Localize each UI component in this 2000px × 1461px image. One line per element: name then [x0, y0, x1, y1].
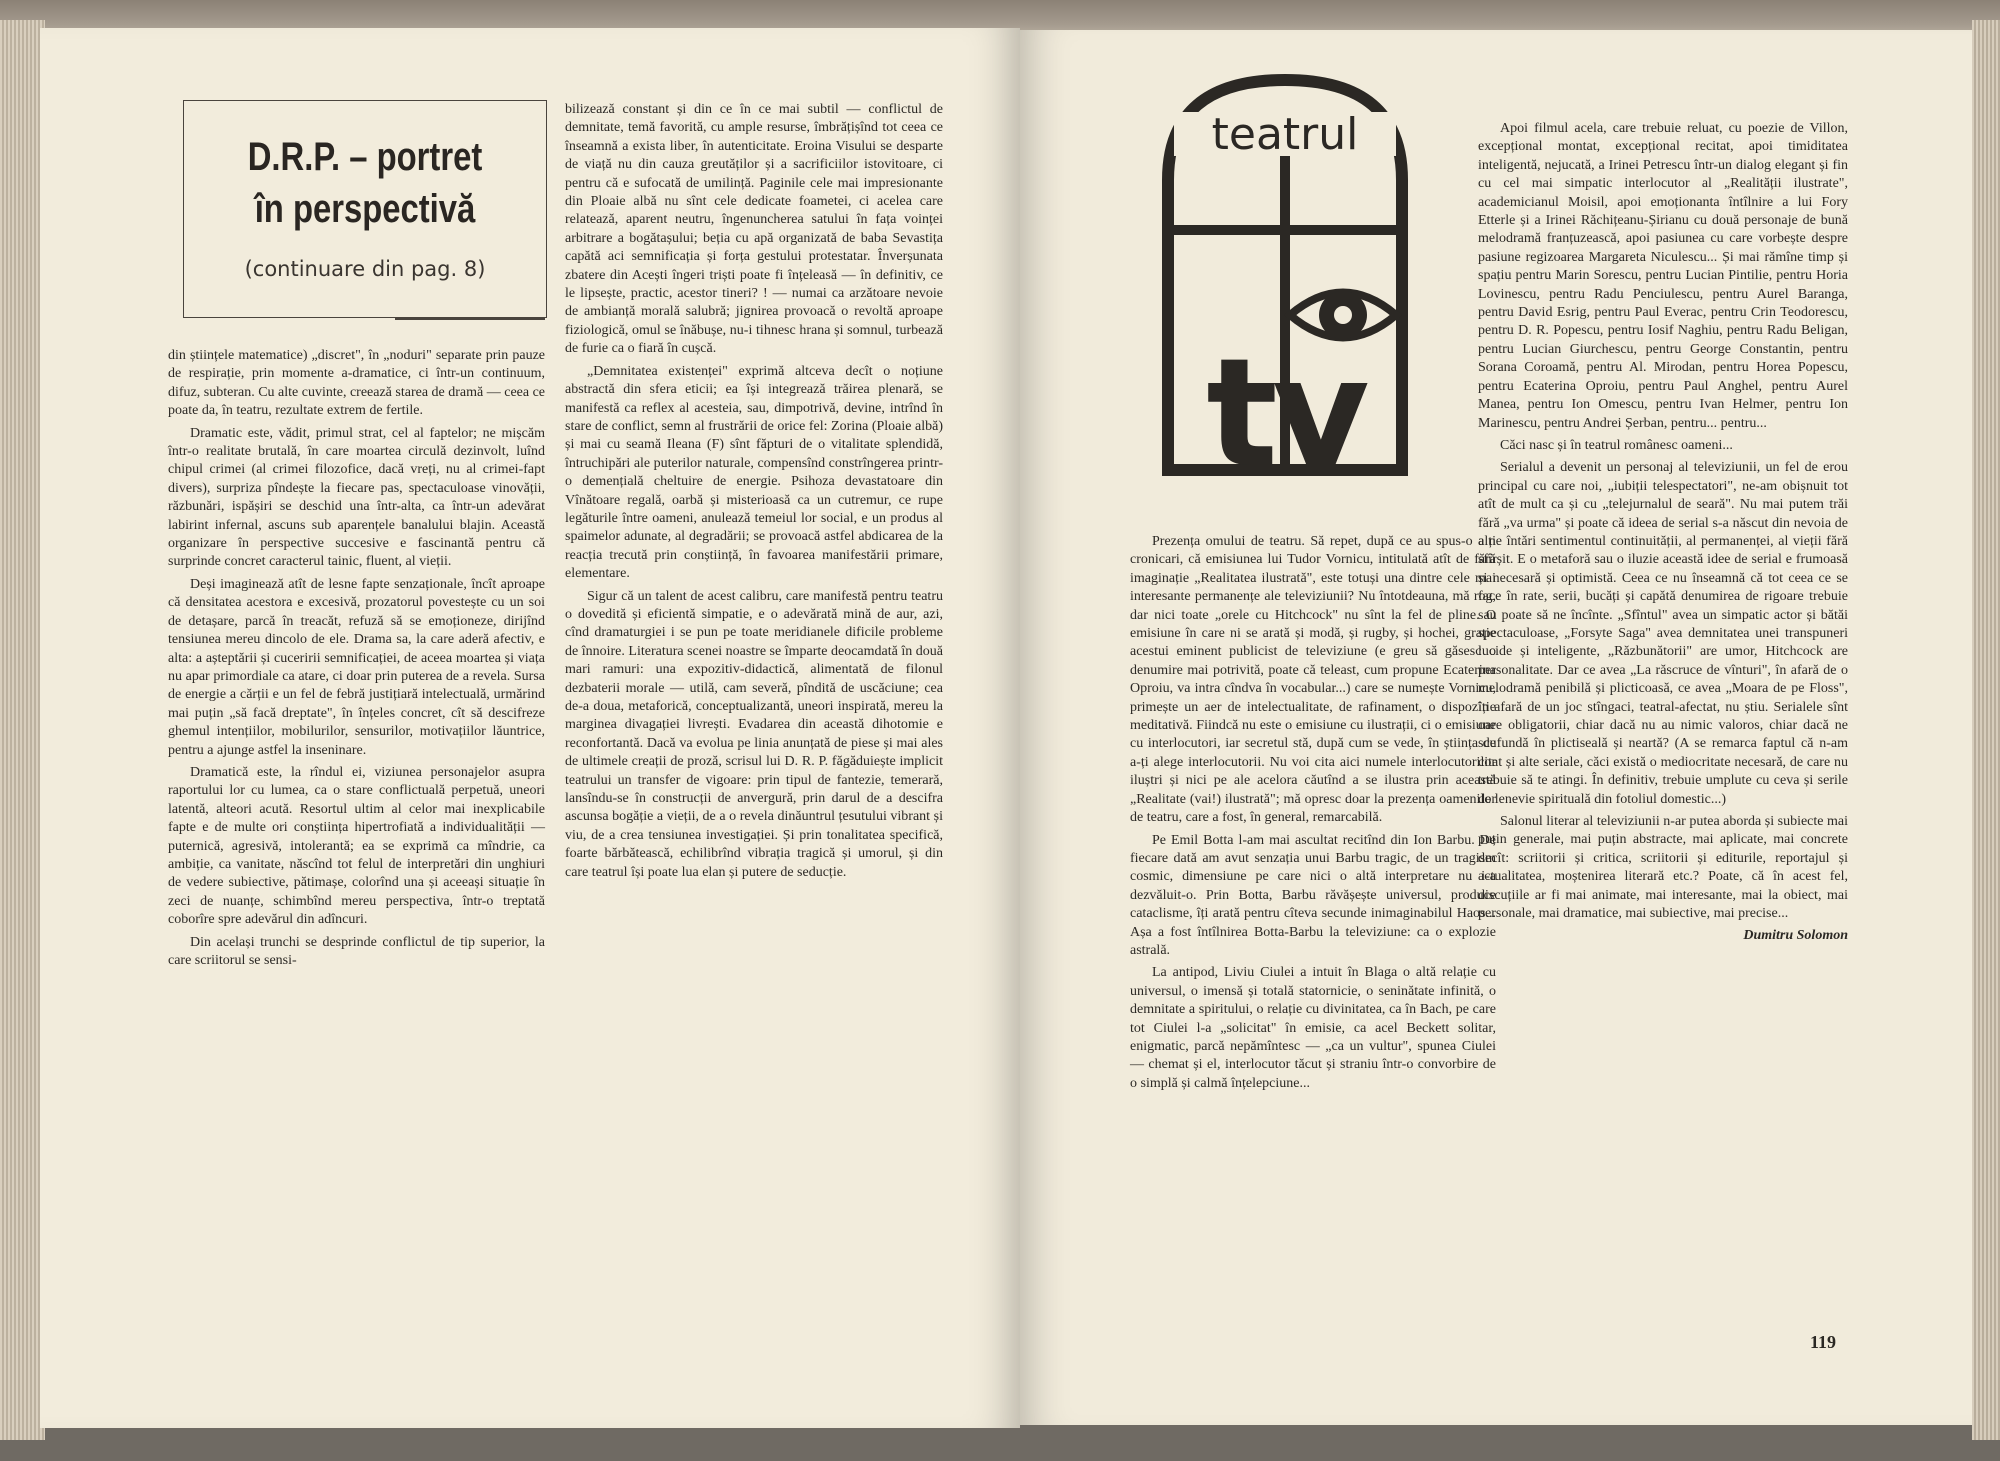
article-title-box [183, 100, 547, 318]
page-stack-left [0, 20, 45, 1440]
continuation-note: (continuare din pag. 8) [244, 257, 486, 281]
right-column-1 [1130, 533, 1496, 1097]
title-rule [395, 318, 545, 320]
paragraph: Sigur că un talent de acest calibru, care manifestă pentru teatru o dovedită și eficientă simpatie, e o adevărată mină de aur, azi, cînd dramaturgiei i se pun pe toate meridianele dificile probleme de înnoire. Literatura scenei noastre se împarte deocamdată în două mari ramuri: una expozitiv-didactică, alimentată de filonul dezbaterii morale — utilă, cam severă, pîndită de uscăciune; cea de-a doua, metaforică, conceptualizantă, uneori inspirată, mereu la marginea divagației livrești. Evadarea din această dihotomie e reconfortantă. Dacă va evolua pe linia anunțată de piese și mai ales de ultimele creații de proză, scrisul lui D. R. P. făgăduiește implicit teatrului un transfer de vigoare: prin tipul de fantezie, temerară, lansîndu-se în construcții de anvergură, prin darul de a descifra ascunsa bogăție a vieții, de a o revela dinăuntrul țesutului vibrant și viu, de a crea tensiunea investigației. Și prin tonalitatea specifică, foarte bărbătească, echilibrînd vibrația tragică și umorul, și din care teatrul își poate lua elan și putere de seducție. [565, 588, 943, 880]
paragraph: Salonul literar al televiziunii n-ar putea aborda și subiecte mai puțin generale, mai puțin abstracte, mai aplicate, mai concrete decît: scriitorii și critica, scriitorii și editurile, reportajul și actualitatea, moștenirea literară etc.? Poate, că în acest fel, discuțiile ar fi mai animate, mai interesante, mai la obiect, mai personale, mai dramatice, mai subiective, mai precise... [1478, 814, 1848, 922]
page-number: 119 [1810, 1332, 1837, 1352]
paragraph: Dramatic este, vădit, primul strat, cel al faptelor; ne mișcăm într-o realitate brutală, în care moartea circulă dezinvolt, luînd chipul crimei (al crimei filozofice, dacă vreți, nu al crimei-fapt divers), surpriza pîndește la fiecare pas, spectaculoase vinovății, răzbunări, ispășiri se deschid una într-alta, ca într-un adevărat labirint infernal, ascuns sub aparențele banalului blajin. Această organizare în perspective succesive e fascinantă pentru că surprinde concret caracterul tainic, fluent, al vieții. [168, 425, 545, 570]
paragraph: Căci nasc și în teatrul românesc oameni... [1500, 437, 1733, 453]
author-signature: Dumitru Solomon [1743, 928, 1848, 944]
paragraph: Deși imaginează atît de lesne fapte senzaționale, încît aproape că densitatea acestora e excesivă, prozatorul povestește cu un soi de detașare, parcă în treacăt, refuză să se emoționeze, dirijînd tensiunea mereu dincolo de ele. Drama sa, la care aderă afectiv, e alta: a așteptării și cuceririi semnificației, de aceea moartea și viața nu apar primordiale ca atare, ci doar prin puterea de a revela. Sursa de energie a cărții e un fel de febră justițiară intelectuală, urmărind mai puțin „să facă dreptate", în înțeles concret, cît să descifreze ghemul intențiilor, mobilurilor, sensurilor, motivațiilor lăuntrice, pentru a ajunge astfel la inseninare. [168, 576, 545, 758]
paragraph: bilizează constant și din ce în ce mai subtil — conflictul de demnitate, temă favorită, cu ample resurse, îmbrățișînd tot ceea ce înseamnă a exista liber, în autenticitate. Eroina Visului se desparte de viață nu din cauza greutăților și a sacrificiilor istovitoare, ci pentru că e sufocată de umilință. Paginile cele mai impresionante din Ploaie albă nu sînt cele dedicate foametei, ci acelea care relatează, aparent neutru, îngenuncherea satului în fața voinței arbitrare a bogătașului; beția cu apă organizată de baba Sevastița capătă aci semnificația și forța gestului protestatar. Înverșunata zbatere din Acești îngeri triști poate fi înțeleasă — în definitiv, ce le lipsește, practic, acestor tineri? ! — numai ca arzătoare nevoie de ambianță morală salubră; jignirea provoacă o revoltă aproape fiziologică, omul se înăbușe, nu-i tihnesc hrana și somnul, turbează de furie ca o fiară în cușcă. [565, 102, 943, 357]
logo-word-bottom: tv [1206, 327, 1364, 480]
article-title-line-2: în perspectivă [254, 187, 476, 231]
article-title-line-1: D.R.P. – portret [247, 135, 483, 179]
logo-word-top: teatrul [1211, 109, 1359, 160]
page-stack-right [1972, 20, 2000, 1440]
paragraph: La antipod, Liviu Ciulei a intuit în Blaga o altă relație cu universul, o imensă și totală statornicie, o seninătate infinită, o demnitate a spiritului, o relație cu divinitatea, ca în Bach, pe care tot Ciulei l-a „solicitat" în emisie, ca acel Beckett solitar, enigmatic, parcă nepămîntesc — „ca un vultur", spunea Ciulei — chemat și el, interlocutor tăcut și straniu într-o convorbire de o simplă și calmă înțelepciune... [1130, 965, 1496, 1091]
paragraph: Dramatică este, la rîndul ei, viziunea personajelor asupra raportului lor cu lumea, ca o stare conflictuală perpetuă, uneori latentă, alteori acută. Resortul ultim al celor mai inexplicabile fapte e de multe ori conștiința hipertrofiată a individualității — puternică, agresivă, intolerantă; ea se exprimă ca mîndrie, ca ambiție, ca vanitate, născînd tot felul de interpretări din unghiuri de vedere subiective, pătimașe, colorînd una și aceeași situație în zeci de nuanțe, schimbînd mereu perspectiva, într-o treptată coborîre spre adevărul din adîncuri. [168, 764, 545, 928]
paragraph: Apoi filmul acela, care trebuie reluat, cu poezie de Villon, excepțional montat, excepțional recitat, apoi timiditatea inteligentă, nejucată, a Irinei Petrescu într-un dialog elegant și fin cu cel mai simpatic interlocutor al „Realității ilustrate", academicianul Moisil, apoi emoționanta întîlnire a lui Fory Etterle și a Irinei Răchițeanu-Șirianu cu două personaje de bună melodramă franțuzească, apoi pasiunea cu care vorbește despre pasiune regizoarea Margareta Niculescu... Și mai rămîne timp și spațiu pentru Marin Sorescu, pentru Lucian Pintilie, pentru Horia Lovinescu, pentru Radu Penciulescu, pentru Aurel Baranga, pentru David Esrig, pentru Paul Everac, pentru Crin Teodorescu, pentru D. R. Popescu, pentru Iosif Naghiu, pentru Radu Beligan, pentru Lucian Giurchescu, pentru George Constantin, pentru Sorana Coroamă, pentru Al. Mirodan, pentru Horea Popescu, pentru Ecaterina Oproiu, pentru Paul Anghel, pentru Aurel Manea, pentru Ion Omescu, pentru Ivan Helmer, pentru Ion Marinescu, pentru Andrei Șerban, pentru... pentru... [1478, 121, 1848, 431]
left-column-2 [565, 101, 943, 886]
paragraph: Pe Emil Botta l-am mai ascultat recitînd din Ion Barbu. De fiecare dată am avut senzația unui Barbu tragic, de un tragism cosmic, dimensiune pe care nici o altă interpretare nu i-a dezvăluit-o. Prin Botta, Barbu răvășește universul, produce cataclisme, îți arată pentru cîteva secunde inimaginabilul Haos... Așa a fost întîlnirea Botta-Barbu la televiziune: ca o explozie astrală. [1130, 832, 1496, 958]
paragraph: „Demnitatea existenței" exprimă altceva decît o noțiune abstractă din sfera eticii; ea își integrează trăirea plenară, se manifestă ca reflex al acesteia, sau, dimpotrivă, devine, intrînd în stare de conflict, semn al frustrării de orice fel: Zorina (Ploaie albă) și mai cu seamă Ileana (F) sînt făpturi de o vitalitate splendidă, întruchipări ale puterilor naturale, compensînd constrîngerea printr-o demențială cheltuire de energie. Psihoza devastatoare din Vînătoare regală, oarbă și misterioasă ca un cutremur, ce rupe legăturile între oameni, anulează temeiul lor social, e un produs al spaimelor adunate, al degradării; se provoacă astfel abdicarea de la reacția trecută prin conștiință, în favoarea manifestării primare, elementare. [565, 363, 943, 582]
paragraph: Prezența omului de teatru. Să repet, după ce au spus-o alți cronicari, că emisiunea lui Tudor Vornicu, intitulată atît de fără imaginație „Realitatea ilustrată", este totuși una dintre cele mai interesante permanențe ale televiziunii? Nu întotdeauna, mă rog, dar nici toate „orele cu Hitchcock" nu sînt la fel de pline. O emisiune în care ni se arată și modă, și rugby, și hochei, grație acestui eminent publicist de televiziune (e greu să găsesc o denumire mai potrivită, poate că teleast, cum propune Ecaterina Oproiu, va intra cîndva în vocabular...) care se numește Vornicu, primește un aer de intelectualitate, de rafinament, o dispoziție meditativă. Fiindcă nu este o emisiune cu ilustrații, ci o emisiune cu interlocutori, iar secretul stă, după cum se vede, în știința de a-ți alege interlocutorii. Nu voi cita aici numele interlocutorilor iluștri și nici pe ale acelora căutînd a se ilustra prin această „Realitate (vai!) ilustrată"; mă opresc doar la prezența oamenilor de teatru, care a fost, în general, remarcabilă. [1130, 534, 1496, 826]
left-column-1 [168, 347, 545, 974]
paragraph: Din același trunchi se desprinde conflictul de tip superior, la care scriitorul se sensi- [168, 934, 545, 968]
paragraph: din științele matematice) „discret", în „noduri" separate prin pauze de respirație, prin momente a-dramatice, ci într-un continuum, difuz, subteran. Cu alte cuvinte, creează starea de dramă — ceea ce poate da, în teatru, rezultate extrem de fertile. [168, 348, 546, 419]
teatrul-tv-logo [1138, 60, 1432, 480]
article-title [217, 131, 514, 235]
right-column-2 [1478, 120, 1848, 946]
paragraph: Serialul a devenit un personaj al televiziunii, un fel de erou principal cu care noi, „iubiții telespectatori", ne-am obișnuit tot atît de mult ca și cu „telejurnalul de seară". Nu mai putem trăi fără „va urma" și poate că ideea de serial s-a născut din nevoia de a ne întări sentimentul continuității, al permanenței, al vieții fără sfîrșit. E o metaforă sau o iluzie această idee de serial e frumoasă și necesară și optimistă. Ceea ce nu înseamnă că tot ceea ce se face în rate, serii, bucăți și capătă denumirea de rigoare trebuie sau poate să ne încînte. „Sfîntul" avea un simpatic actor și bătăi spectaculoase, „Forsyte Saga" avea demnitatea unei transpuneri lucide și inteligente, „Răzbunătorii" are umor, Hitchcock are personalitate. Dar ce avea „La răscruce de vînturi", în afară de o melodramă penibilă și plicticoasă, ce avea „Moara de pe Floss", în afară de un joc stîngaci, teatral-afectat, nu știu. Serialele sînt oare obligatorii, chiar dacă nu au nimic valoros, chiar dacă ne scufundă în plictiseală și neartă? (A se remarca faptul că n-am citat și alte seriale, căci există o mediocritate necesară, de care nu trebuie să te atingi. În definitiv, trebuie umplute cu ceva și serile de lenevie spirituală din fotoliul domestic...) [1478, 460, 1848, 807]
